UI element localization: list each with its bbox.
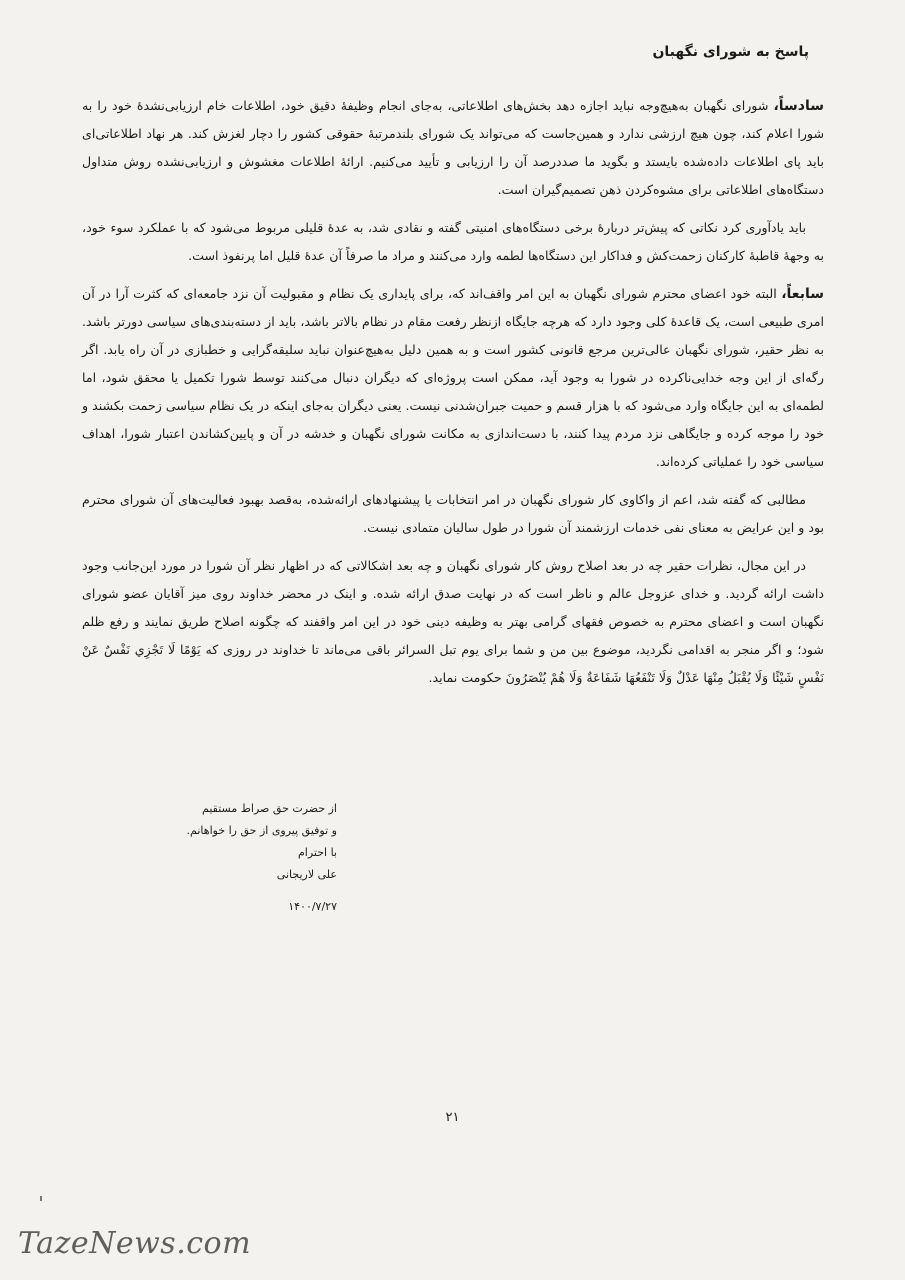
letter-body <box>82 92 824 702</box>
page-number: ۲۱ <box>445 1110 460 1125</box>
signature-date: ۱۴۰۰/۷/۲۷ <box>288 900 337 913</box>
signature-prayer-line: و توفیق پیروی از حق را خواهانم. <box>186 824 337 837</box>
signature-name: علی لاریجانی <box>276 868 337 881</box>
paragraph-lead: سادساً، <box>773 98 824 114</box>
paragraph-summary <box>82 486 824 542</box>
paragraph-closing <box>82 552 824 692</box>
signature-prayer-line: از حضرت حق صراط مستقیم <box>202 802 337 815</box>
paragraph-text: مطالبی که گفته شد، اعم از واکاوی کار شورای نگهبان در امر انتخابات یا پیشنهادهای ارائه‌شده، به‌قصد بهبود فعالیت‌های آن شورای محترم بود و این عرایض به معنای نفی خدمات ارزشمند آن شورا در طول سالیان متمادی نیست. <box>82 492 824 535</box>
paragraph-text: در این مجال، نظرات حقیر چه در بعد اصلاح روش کار شورای نگهبان و چه بعد اشکالاتی که در اظهار نظر آن شورا در مورد این‌جانب وجود داشت ارائه گردید. و خدای عزوجل عالم و ناظر است که در نهایت صدق ارائه شده. و اینک در محضر خداوند روی میز آقایان عضو شورای نگهبان است و اعضای محترم به خصوص فقهای گرامی بهتر به وظیفه دینی خود در این امر واقفند که چگونه اصلاح طریق نمایند و رفع ظلم شود؛ و اگر منجر به اقدامی نگردید، موضوع بین من و شما برای یوم تبل السرائر باقی می‌ماند تا خداوند در روزی که يَوْمًا لَا تَجْزِي نَفْسٌ عَنْ نَفْسٍ شَيْئًا وَلَا يُقْبَلُ مِنْهَا عَدْلٌ وَلَا تَنْفَعُهَا شَفَاعَةٌ وَلَا هُمْ يُنْصَرُونَ حکومت نماید. <box>82 558 824 685</box>
scan-speck <box>40 1196 42 1201</box>
site-watermark: TazeNews.com <box>18 1226 252 1261</box>
paragraph-seventh <box>82 280 824 476</box>
paragraph-reminder <box>82 214 824 270</box>
paragraph-lead: سابعاً، <box>781 286 824 302</box>
paragraph-sixth <box>82 92 824 204</box>
paragraph-text: شورای نگهبان به‌هیچ‌وجه نباید اجازه دهد بخش‌های اطلاعاتی، به‌جای انجام وظیفهٔ دقیق خود، اطلاعات خام ارزیابی‌نشدهٔ خود را به شورا اعلام کند، چون هیچ ارزشی ندارد و همین‌جاست که می‌تواند یک شورای بلندمرتبهٔ حقوقی کشور را دچار لغزش کند. هر نهاد اطلاعاتی‌ای باید پای اطلاعات داده‌شده بایستد و بگوید ما صددرصد آن را ارزیابی و تأیید می‌کنیم. ارائهٔ اطلاعات مغشوش و ارزیابی‌نشده روش متداول دستگاه‌های اطلاعاتی برای مشوه‌کردن ذهن تصمیم‌گیران است. <box>82 98 824 197</box>
page-header-title: پاسخ به شورای نگهبان <box>652 44 809 60</box>
paragraph-text: البته خود اعضای محترم شورای نگهبان به این امر واقف‌اند که، برای پایداری یک نظام و مقبولیت آن نزد جامعه‌ای که کثرت آرا در آن امری طبیعی است، یک قاعدهٔ کلی وجود دارد که هرچه جایگاه ازنظر رفعت مقام در نظام بالاتر باشد، باید از دسته‌بندی‌های سیاسی دورتر باشد. به نظر حقیر، شورای نگهبان عالی‌ترین مرجع قانونی کشور است و به همین دلیل به‌هیچ‌عنوان نباید سلیقه‌گرایی و خطبازی در آن راه یابد. اگر رگه‌ای از این وجه خدایی‌ناکرده در شورا به وجود آید، ممکن است پروژه‌ای که دیگران دنبال می‌کنند توسط شورا تکمیل یا محقق شود، اما لطمه‌ای به این جایگاه وارد می‌شود که با هزار قسم و حمیت جبران‌شدنی نیست. یعنی دیگران به‌جای اینکه در یک نظام سیاسی زحمت بکشند و خود را موجه کرده و جایگاهی نزد مردم پیدا کنند، با دست‌اندازی به مکانت شورای نگهبان و خدشه در آن و پایین‌کشاندن اعتبار شورا، اهداف سیاسی خود را عملیاتی کرده‌اند. <box>82 286 824 469</box>
signature-block <box>157 798 337 918</box>
paragraph-text: باید یادآوری کرد نکاتی که پیش‌تر دربارهٔ برخی دستگاه‌های امنیتی گفته و نقادی شد، به عدهٔ قلیلی مربوط می‌شود که با عملکرد سوء خود، به وجههٔ قاطبهٔ کارکنان زحمت‌کش و فداکار این دستگاه‌ها لطمه وارد می‌کنند و مراد ما صرفاً آن عدهٔ قلیل اما پرنفوذ است. <box>82 220 824 263</box>
signature-closing: با احترام <box>297 846 337 859</box>
